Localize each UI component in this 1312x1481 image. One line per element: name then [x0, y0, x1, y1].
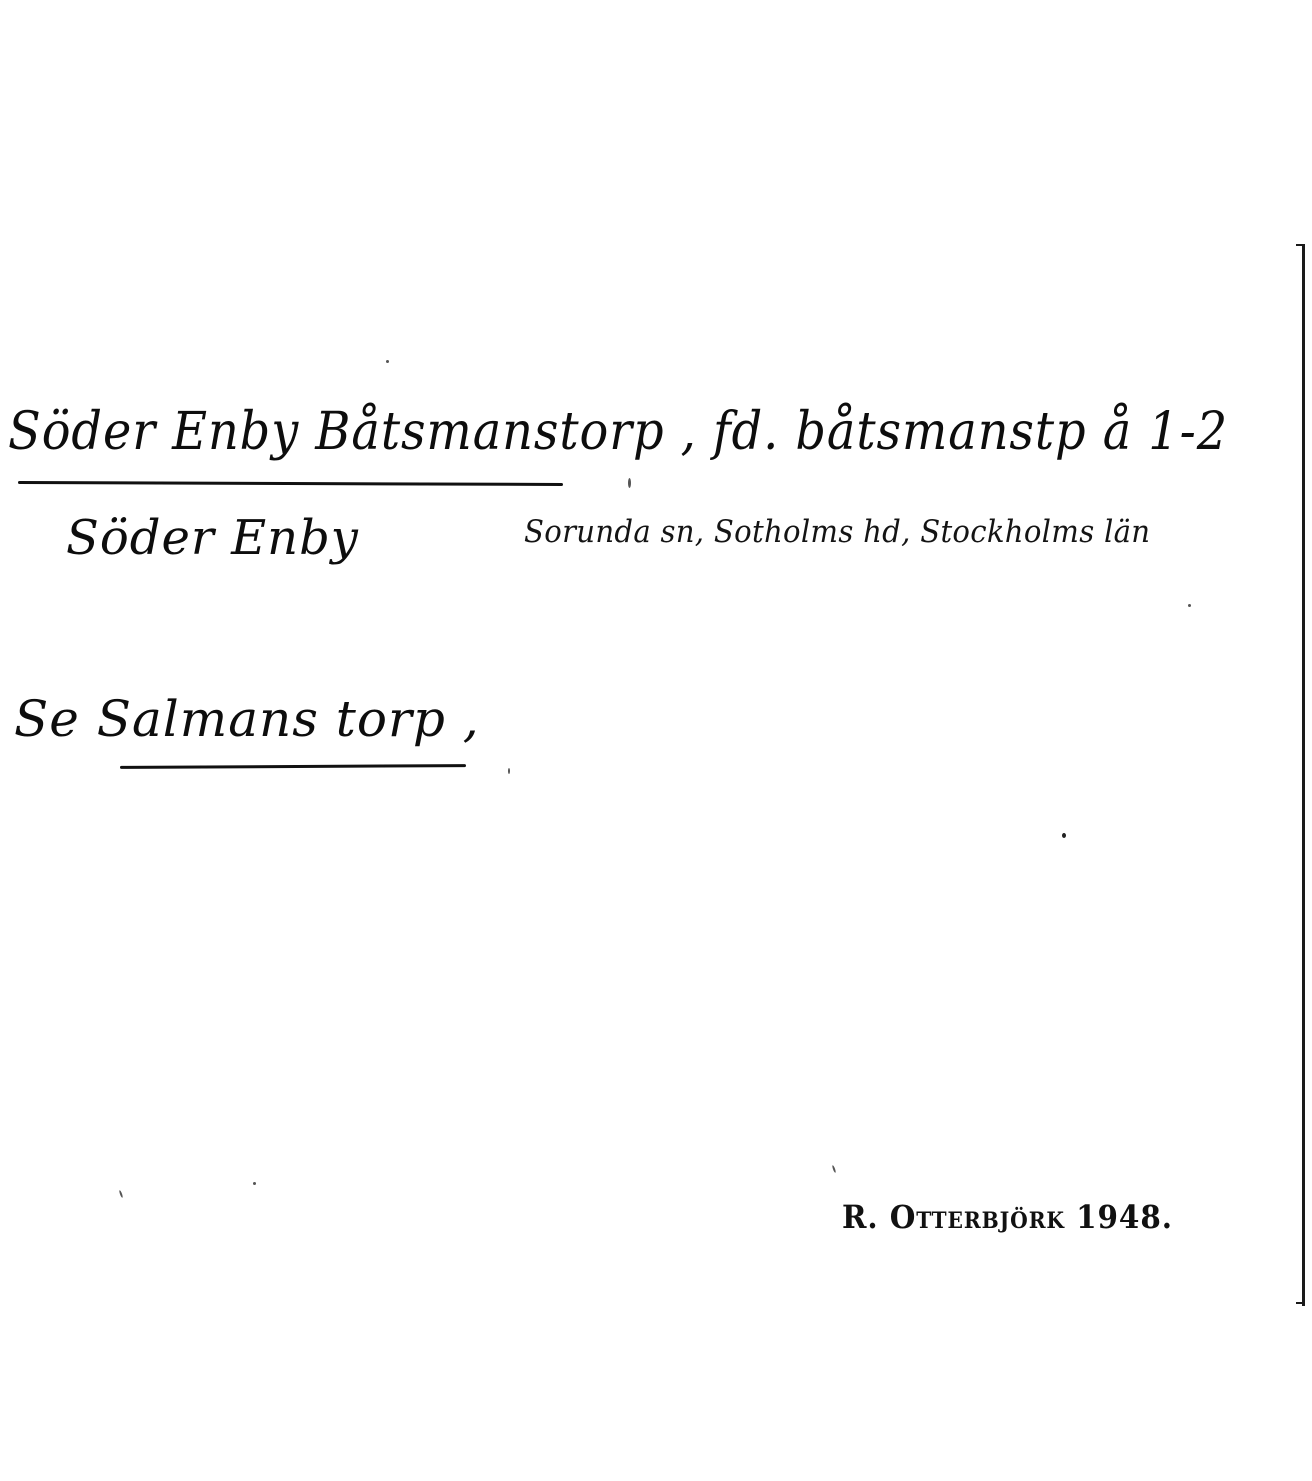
collector-signature: R. Otterbjörk 1948. — [842, 1198, 1173, 1236]
handwritten-heading: Söder Enby Båtsmanstorp , fd. båtsmanstp å 1-2 — [8, 402, 1229, 462]
handwritten-variant-name: Söder Enby — [66, 510, 359, 566]
speck — [1062, 833, 1066, 838]
card-edge-corner-bottom — [1296, 1302, 1305, 1304]
speck — [628, 478, 631, 488]
cross-reference: Se Salmans torp , — [14, 690, 480, 748]
place-line: Sorunda sn, Sotholms hd, Stockholms län — [524, 514, 1151, 550]
speck — [253, 1182, 256, 1185]
card-right-edge — [1302, 244, 1305, 1306]
speck — [1188, 604, 1191, 607]
heading-underline — [18, 481, 563, 486]
speck — [832, 1165, 837, 1173]
speck — [386, 360, 389, 363]
speck — [508, 768, 510, 774]
card-edge-corner-top — [1296, 244, 1305, 246]
cross-reference-underline — [120, 764, 466, 769]
speck — [119, 1190, 124, 1198]
